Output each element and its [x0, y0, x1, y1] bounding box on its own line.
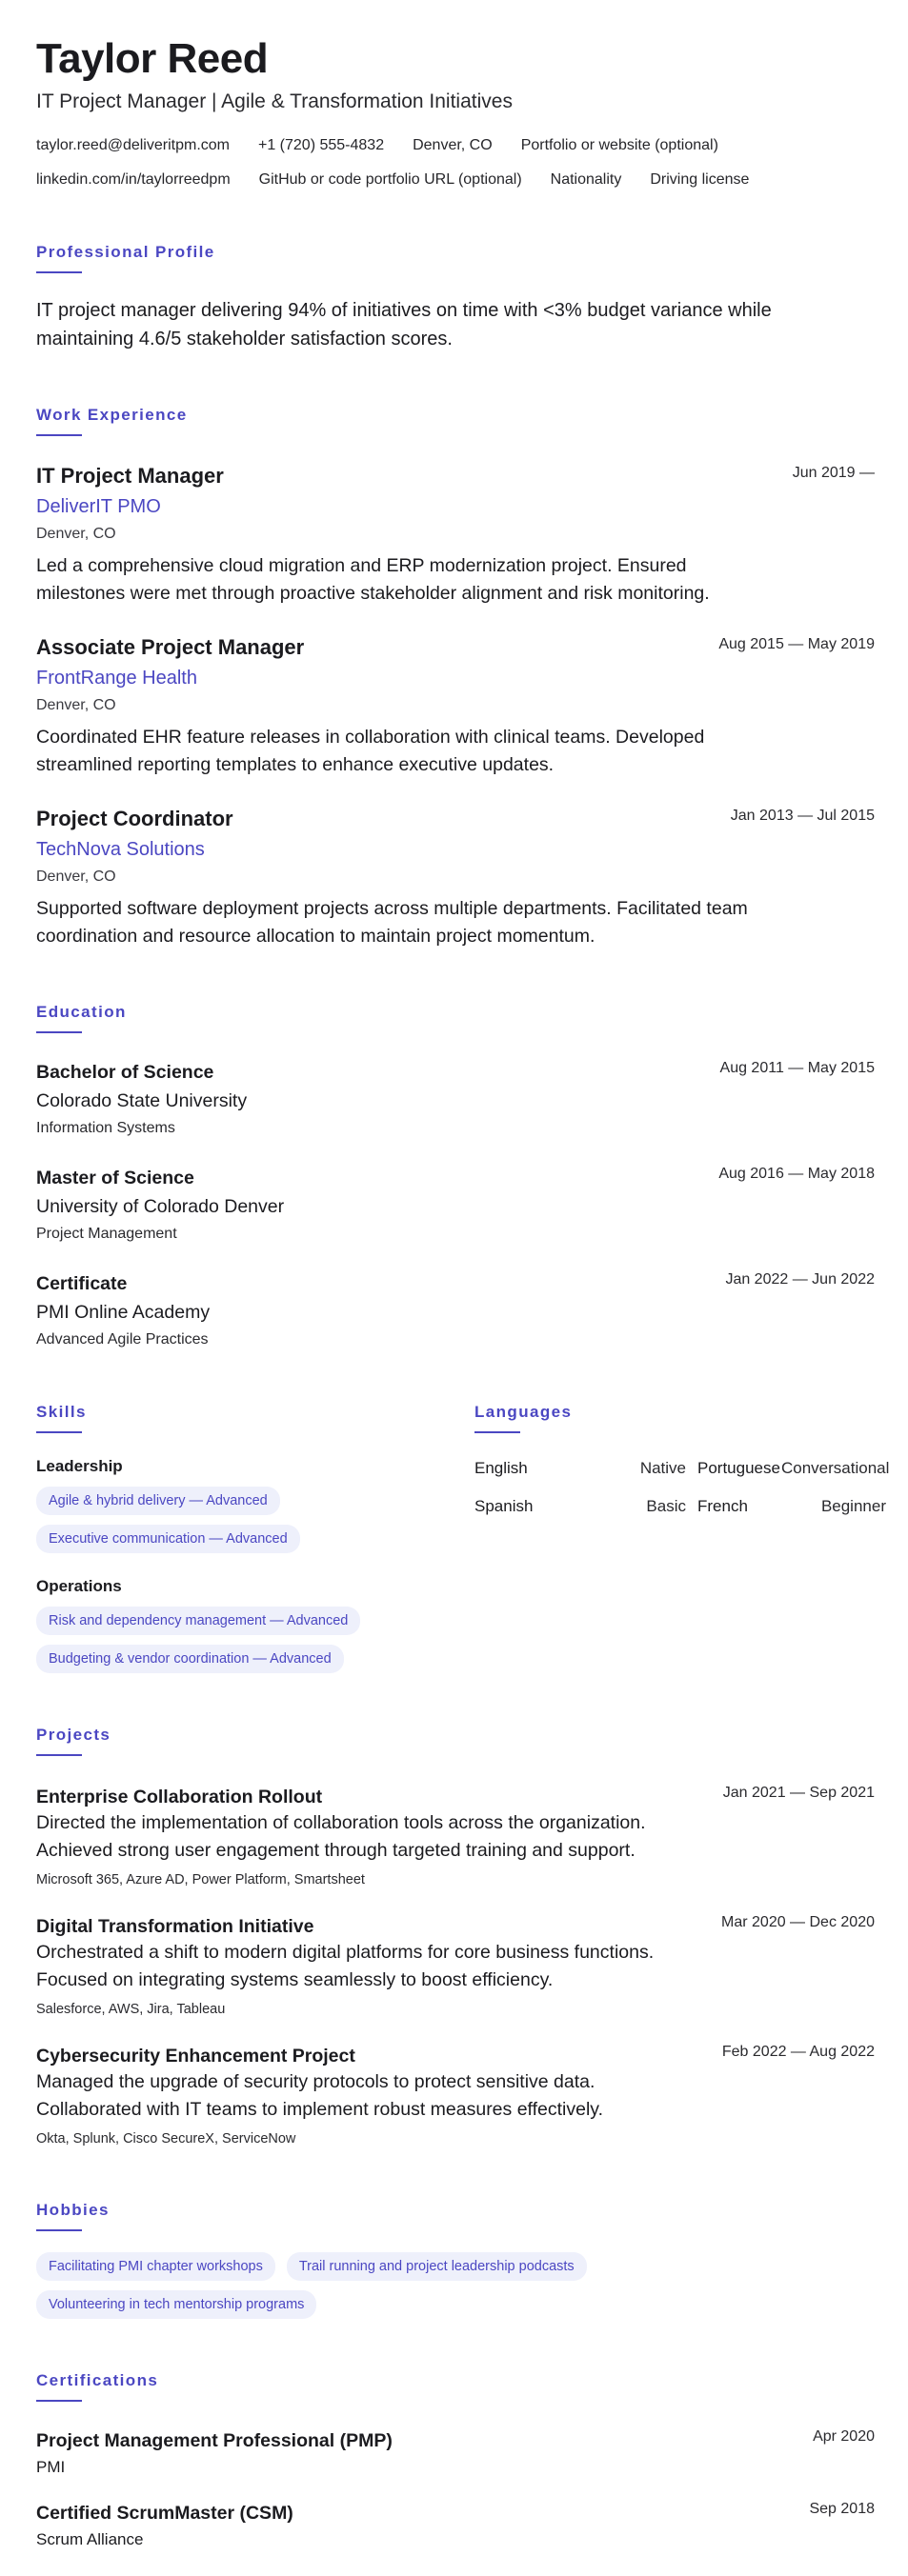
certification-date: Sep 2018 — [809, 2501, 875, 2517]
project-description: Directed the implementation of collaboration tools across the organization. Achieved strong user engagement through targeted training and support. — [36, 1812, 646, 1861]
hobby-chip-list — [36, 2252, 703, 2319]
job-company: FrontRange Health — [36, 668, 197, 689]
project-name: Enterprise Collaboration Rollout — [36, 1787, 323, 1807]
contact-portfolio[interactable]: Portfolio or website (optional) — [520, 137, 718, 153]
skills-section — [36, 1402, 474, 1673]
section-divider — [36, 1031, 82, 1033]
education-section — [36, 1002, 875, 1350]
experience-section — [36, 405, 875, 950]
job-description: Led a comprehensive cloud migration and ERP modernization project. Ensured milestones were met through proactive stakeholder alignment and risk monitoring. — [36, 555, 710, 604]
edu-dates: Jan 2022 — Jun 2022 — [725, 1271, 875, 1288]
contact-location: Denver, CO — [413, 137, 493, 153]
candidate-headline: IT Project Manager | Agile & Transformation Initiatives — [36, 90, 513, 112]
skills-languages-row — [36, 1402, 890, 1673]
certification-issuer: PMI — [36, 2458, 66, 2476]
section-title-profile: Professional Profile — [36, 243, 215, 261]
edu-field: Information Systems — [36, 1120, 175, 1136]
experience-item — [36, 806, 875, 950]
project-name: Cybersecurity Enhancement Project — [36, 2046, 355, 2067]
job-dates: Aug 2015 — May 2019 — [718, 636, 875, 652]
job-description: Coordinated EHR feature releases in collaboration with clinical teams. Developed streamlined reporting templates to enhance executive updates. — [36, 727, 705, 775]
job-title: Associate Project Manager — [36, 635, 305, 659]
project-tech: Salesforce, AWS, Jira, Tableau — [36, 2002, 226, 2017]
skill-chip: Risk and dependency management — Advanced — [36, 1607, 360, 1635]
job-location: Denver, CO — [36, 526, 116, 542]
language-level: Beginner — [820, 1497, 886, 1515]
certification-name: Project Management Professional (PMP) — [36, 2430, 393, 2451]
job-description: Supported software deployment projects across multiple departments. Facilitated team coordination and resource allocation to maintain project momentum. — [36, 898, 748, 947]
project-tech: Microsoft 365, Azure AD, Power Platform, Smartsheet — [36, 1872, 365, 1887]
education-item — [36, 1166, 875, 1245]
education-item — [36, 1271, 875, 1350]
section-title-hobbies: Hobbies — [36, 2201, 110, 2219]
education-item — [36, 1060, 875, 1139]
project-tech: Okta, Splunk, Cisco SecureX, ServiceNow — [36, 2131, 296, 2147]
edu-degree: Bachelor of Science — [36, 1062, 214, 1083]
section-divider — [36, 2229, 82, 2231]
language-name: French — [697, 1497, 748, 1515]
language-level: Conversational — [781, 1459, 890, 1477]
job-dates: Jan 2013 — Jul 2015 — [730, 808, 875, 824]
project-name: Digital Transformation Initiative — [36, 1916, 314, 1937]
skill-chip: Executive communication — Advanced — [36, 1525, 300, 1553]
edu-school: PMI Online Academy — [36, 1302, 211, 1323]
certification-date: Apr 2020 — [813, 2428, 875, 2445]
profile-summary: IT project manager delivering 94% of initiatives on time with <3% budget variance while maintaining 4.6/5 stakeholder satisfaction scores. — [36, 300, 772, 349]
job-location: Denver, CO — [36, 869, 116, 885]
experience-item — [36, 463, 875, 608]
skill-chip: Agile & hybrid delivery — Advanced — [36, 1487, 280, 1515]
certifications-section — [36, 2370, 875, 2550]
section-title-skills: Skills — [36, 1403, 87, 1421]
job-company: DeliverIT PMO — [36, 496, 161, 517]
edu-school: Colorado State University — [36, 1090, 248, 1111]
section-divider — [36, 2400, 82, 2402]
hobby-chip: Volunteering in tech mentorship programs — [36, 2290, 316, 2319]
certification-item — [36, 2428, 875, 2478]
job-title: Project Coordinator — [36, 807, 233, 830]
edu-school: University of Colorado Denver — [36, 1196, 285, 1217]
contact-phone[interactable]: +1 (720) 555-4832 — [257, 137, 385, 153]
edu-degree: Certificate — [36, 1273, 128, 1294]
candidate-name: Taylor Reed — [36, 35, 269, 82]
language-list — [474, 1458, 890, 1517]
hobbies-section — [36, 2200, 872, 2319]
hobby-chip: Facilitating PMI chapter workshops — [36, 2252, 275, 2281]
job-location: Denver, CO — [36, 697, 116, 713]
contact-list — [36, 135, 875, 190]
section-title-projects: Projects — [36, 1726, 111, 1744]
certification-issuer: Scrum Alliance — [36, 2530, 144, 2548]
edu-dates: Aug 2011 — May 2015 — [719, 1060, 875, 1076]
language-name: Portuguese — [697, 1459, 780, 1477]
profile-section — [36, 242, 872, 353]
experience-item — [36, 634, 875, 779]
section-title-certifications: Certifications — [36, 2371, 159, 2389]
skill-chip: Budgeting & vendor coordination — Advanced — [36, 1645, 344, 1673]
skill-group-title: Leadership — [36, 1457, 123, 1475]
contact-github[interactable]: GitHub or code portfolio URL (optional) — [258, 171, 522, 188]
hobby-chip: Trail running and project leadership podcasts — [287, 2252, 587, 2281]
skill-chip-list — [36, 1487, 474, 1553]
project-item — [36, 2044, 875, 2148]
language-name: Spanish — [474, 1497, 534, 1515]
edu-dates: Aug 2016 — May 2018 — [718, 1166, 875, 1182]
language-level: Native — [639, 1459, 686, 1477]
contact-linkedin[interactable]: linkedin.com/in/taylorreedpm — [36, 171, 231, 188]
project-item — [36, 1785, 875, 1889]
contact-nationality: Nationality — [550, 171, 622, 188]
section-divider — [36, 1431, 82, 1433]
edu-field: Advanced Agile Practices — [36, 1331, 209, 1348]
section-divider — [474, 1431, 520, 1433]
job-dates: Jun 2019 — — [792, 465, 875, 481]
project-dates: Feb 2022 — Aug 2022 — [721, 2044, 875, 2060]
edu-degree: Master of Science — [36, 1168, 194, 1188]
language-level: Basic — [646, 1497, 686, 1515]
skill-group-title: Operations — [36, 1577, 122, 1595]
job-company: TechNova Solutions — [36, 839, 205, 860]
certification-name: Certified ScrumMaster (CSM) — [36, 2503, 293, 2524]
project-dates: Mar 2020 — Dec 2020 — [721, 1914, 875, 1930]
contact-driving-license: Driving license — [650, 171, 750, 188]
certification-item — [36, 2501, 875, 2550]
projects-section — [36, 1725, 875, 2148]
section-title-education: Education — [36, 1003, 127, 1021]
section-title-experience: Work Experience — [36, 406, 188, 424]
section-divider — [36, 271, 82, 273]
project-description: Orchestrated a shift to modern digital platforms for core business functions. Focused on integrating systems seamlessly to boost efficiency. — [36, 1942, 655, 1990]
section-divider — [36, 1754, 82, 1756]
section-title-languages: Languages — [474, 1403, 573, 1421]
skill-chip-list — [36, 1607, 474, 1673]
project-dates: Jan 2021 — Sep 2021 — [722, 1785, 875, 1801]
job-title: IT Project Manager — [36, 464, 224, 488]
project-description: Managed the upgrade of security protocols to protect sensitive data. Collaborated with IT teams to implement robust measures effectively. — [36, 2071, 604, 2120]
languages-section — [474, 1402, 890, 1673]
section-divider — [36, 434, 82, 436]
contact-email[interactable]: taylor.reed@deliveritpm.com — [36, 137, 230, 153]
language-name: English — [474, 1459, 528, 1477]
project-item — [36, 1914, 875, 2019]
edu-field: Project Management — [36, 1226, 177, 1242]
